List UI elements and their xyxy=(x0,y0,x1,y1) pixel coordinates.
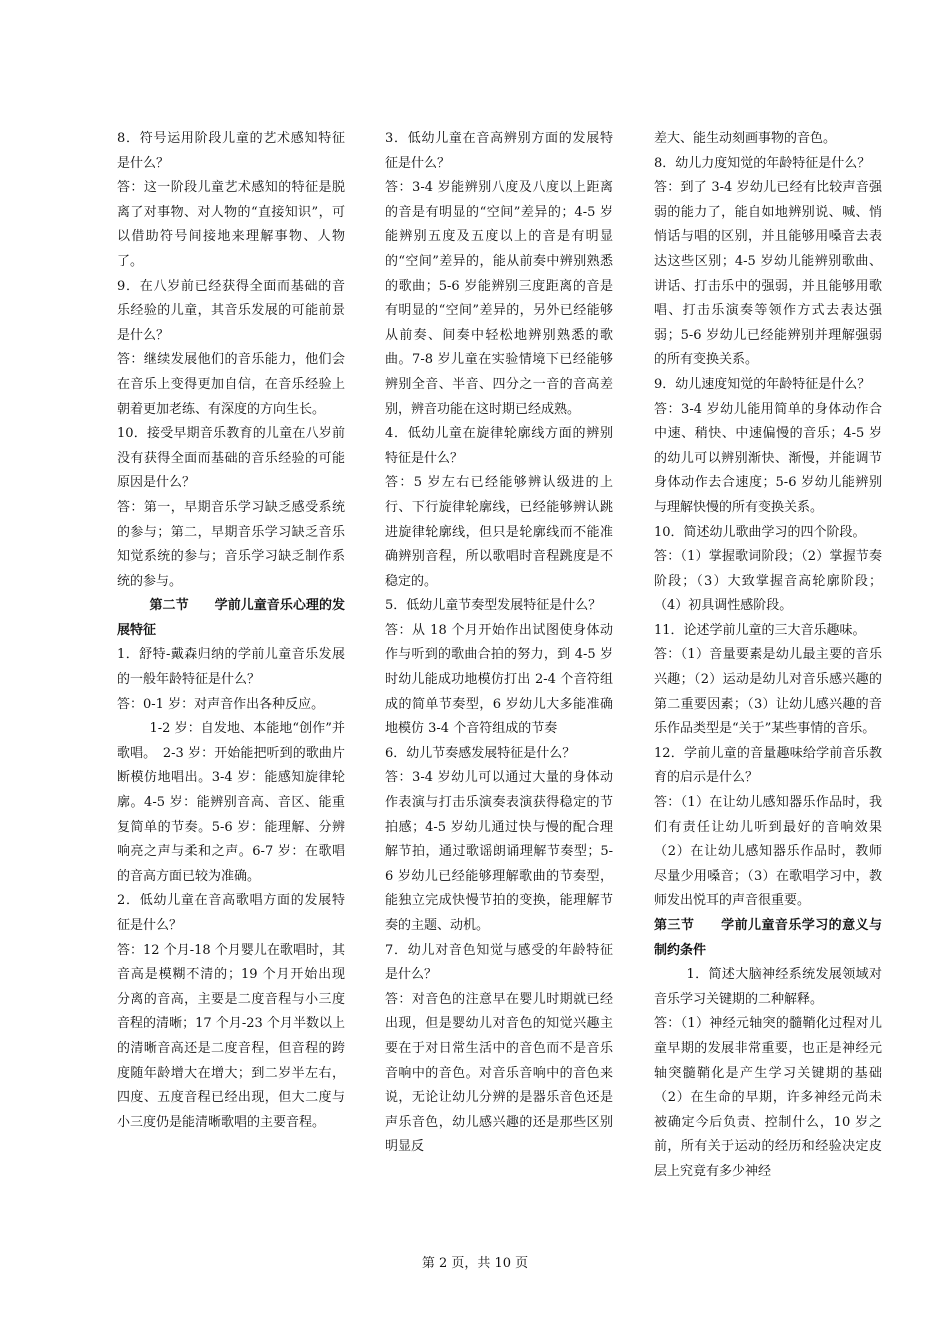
text-column-1 xyxy=(117,127,345,1135)
page-footer: 第 2 页，共 10 页 xyxy=(421,1256,529,1271)
question-paragraph: 6．幼儿节奏感发展特征是什么？ xyxy=(385,745,576,761)
question-paragraph: 10．简述幼儿歌曲学习的四个阶段。 xyxy=(654,524,866,540)
question-paragraph: 11．论述学前儿童的三大音乐趣味。 xyxy=(654,622,866,638)
answer-paragraph: 答：（1）掌握歌词阶段；（2）掌握节奏阶段；（3）大致掌握音高轮廓阶段；（4）初具调性感阶段。 xyxy=(654,549,882,614)
question-paragraph: 2．低幼儿童在音高歌唱方面的发展特征是什么？ xyxy=(117,893,345,933)
answer-paragraph: 答：5 岁左右已经能够辨认级进的上行、下行旋律轮廓线，已经能够辨认跳进旋律轮廓线，但只是轮廓线而不能准确辨别音程，所以歌唱时音程跳度是不稳定的。 xyxy=(385,475,613,589)
answer-paragraph: 答：第一，早期音乐学习缺乏感受系统的参与；第二，早期音乐学习缺乏音乐知觉系统的参与；音乐学习缺乏制作系统的参与。 xyxy=(117,499,345,589)
question-paragraph: 3．低幼儿童在音高辨别方面的发展特征是什么？ xyxy=(385,131,613,171)
answer-paragraph: 答：继续发展他们的音乐能力，他们会在音乐上变得更加自信，在音乐经验上朝着更加老练、有深度的方向生长。 xyxy=(117,352,345,417)
answer-paragraph: 答：到了 3-4 岁幼儿已经有比较声音强弱的能力了，能自如地辨别说、喊、悄悄话与唱的区别，并且能够用嗓音去表达这些区别；4-5 岁幼儿能辨别歌曲、讲话、打击乐中的强弱，并且能够用歌唱、打击乐演奏等领作方式去表达强弱；5-6 岁幼儿已经能辨别并理解强弱的所有变换关系。 xyxy=(654,180,882,368)
text-column-3 xyxy=(654,127,882,1185)
answer-paragraph: 答：（1）神经元轴突的髓鞘化过程对儿童早期的发展非常重要，也正是神经元轴突髓鞘化是产生学习关键期的基础（2）在生命的早期，许多神经元尚未被确定今后负责、控制什么，10 岁之前，所有关于运动的经历和经验决定皮层上究竟有多少神经 xyxy=(654,1016,882,1179)
answer-paragraph: 答：这一阶段儿童艺术感知的特征是脱离了对事物、对人物的“直接知识”，可以借助符号间接地来理解事物、人物了。 xyxy=(117,180,345,269)
answer-paragraph: 答：0-1 岁：对声音作出各种反应。 xyxy=(117,696,325,712)
answer-paragraph: 答：对音色的注意早在婴儿时期就已经出现，但是婴幼儿对音色的知觉兴趣主要在于对日常生活中的音色而不是音乐音响中的音色。对音乐音响中的音色来说，无论让幼儿分辨的是器乐音色还是声乐音色，幼儿感兴趣的还是那些区别明显反 xyxy=(385,991,613,1155)
answer-paragraph: 答：3-4 岁幼儿可以通过大量的身体动作表演与打击乐演奏表演获得稳定的节拍感；4-5 岁幼儿通过快与慢的配合理解节拍，通过歌谣朗诵理解节奏型；5-6 岁幼儿已经能够理解歌曲的节奏型，能独立完成快慢节拍的变换，能理解节奏的主题、动机。 xyxy=(385,770,613,933)
text-column-2 xyxy=(385,127,613,1160)
answer-paragraph: 1-2 岁：自发地、本能地“创作”并歌唱。 2-3 岁：开始能把听到的歌曲片断模仿地唱出。3-4 岁：能感知旋律轮廓。4-5 岁：能辨别音高、音区、能重复简单的节奏。5-6 岁：能理解、分辨响亮之声与柔和之声。6-7 岁：在歌唱的音高方面已较为准确。 xyxy=(117,721,345,884)
answer-paragraph: 答：（1）音量要素是幼儿最主要的音乐兴趣；（2）运动是幼儿对音乐感兴趣的第二重要因素；（3）让幼儿感兴趣的音乐作品类型是“关于”某些事情的音乐。 xyxy=(654,647,882,737)
question-paragraph: 5．低幼儿童节奏型发展特征是什么？ xyxy=(385,598,602,614)
question-paragraph: 10．接受早期音乐教育的儿童在八岁前没有获得全面而基础的音乐经验的可能原因是什么？ xyxy=(117,426,345,491)
question-paragraph: 7．幼儿对音色知觉与感受的年龄特征是什么？ xyxy=(385,942,613,983)
question-paragraph: 9．在八岁前已经获得全面而基础的音乐经验的儿童，其音乐发展的可能前景是什么？ xyxy=(117,278,345,343)
answer-paragraph: 答：3-4 岁能辨别八度及八度以上距离的音是有明显的“空间”差异的；4-5 岁能辨别五度及五度以上的音是有明显的“空间”差异的，能从前奏中辨别熟悉的歌曲；5-6 岁能辨别三度距离的音是有明显的“空间”差异的，另外已经能够从前奏、间奏中轻松地辨别熟悉的歌曲。7-8 岁儿童在实验情境下已经能够辨别全音、半音、四分之一音的音高差别，辨音功能在这时期已经成熟。 xyxy=(385,180,613,417)
section-heading: 第三节 学前儿童音乐学习的意义与制约条件 xyxy=(654,918,882,958)
question-paragraph: 1．舒特-戴森归纳的学前儿童音乐发展的一般年龄特征是什么？ xyxy=(117,647,345,688)
section-heading: 第二节 学前儿童音乐心理的发展特征 xyxy=(117,598,345,638)
answer-paragraph: 答：从 18 个月开始作出试图使身体动作与听到的歌曲合拍的努力，到 4-5 岁时幼儿能成功地模仿打出 2-4 个音符组成的简单节奏型，6 岁幼儿大多能准确地模仿 3-4 个音符组成的节奏 xyxy=(385,622,613,737)
question-paragraph: 12．学前儿童的音量趣味给学前音乐教育的启示是什么？ xyxy=(654,745,882,786)
answer-continuation: 差大、能生动刻画事物的音色。 xyxy=(654,131,837,146)
answer-paragraph: 答：12 个月-18 个月婴儿在歌唱时，其音高是模糊不清的；19 个月开始出现分离的音高，主要是二度音程与小三度音程的清晰；17 个月-23 个月半数以上的清晰音高还是二度音程，但音程的跨度随年龄增大在增大；到二岁半左右，四度、五度音程已经出现，但大二度与小三度仍是能清晰歌唱的主要音程。 xyxy=(117,942,345,1130)
question-paragraph: 8．幼儿力度知觉的年龄特征是什么？ xyxy=(654,155,871,171)
question-paragraph: 9．幼儿速度知觉的年龄特征是什么？ xyxy=(654,376,871,392)
answer-paragraph: 答：3-4 岁幼儿能用简单的身体动作合中速、稍快、中速偏慢的音乐；4-5 岁的幼儿可以辨别渐快、渐慢，并能调节身体动作去合速度；5-6 岁幼儿能辨别与理解快慢的所有变换关系。 xyxy=(654,401,882,515)
answer-paragraph: 答：（1）在让幼儿感知器乐作品时，我们有责任让幼儿听到最好的音响效果（2）在让幼儿感知器乐作品时，教师尽量少用嗓音；（3）在歌唱学习中，教师发出悦耳的声音很重要。 xyxy=(654,795,882,909)
question-paragraph: 1．简述大脑神经系统发展领域对音乐学习关键期的二种解释。 xyxy=(654,967,882,1007)
question-paragraph: 8．符号运用阶段儿童的艺术感知特征是什么？ xyxy=(117,131,345,171)
question-paragraph: 4．低幼儿童在旋律轮廓线方面的辨别特征是什么？ xyxy=(385,426,613,466)
